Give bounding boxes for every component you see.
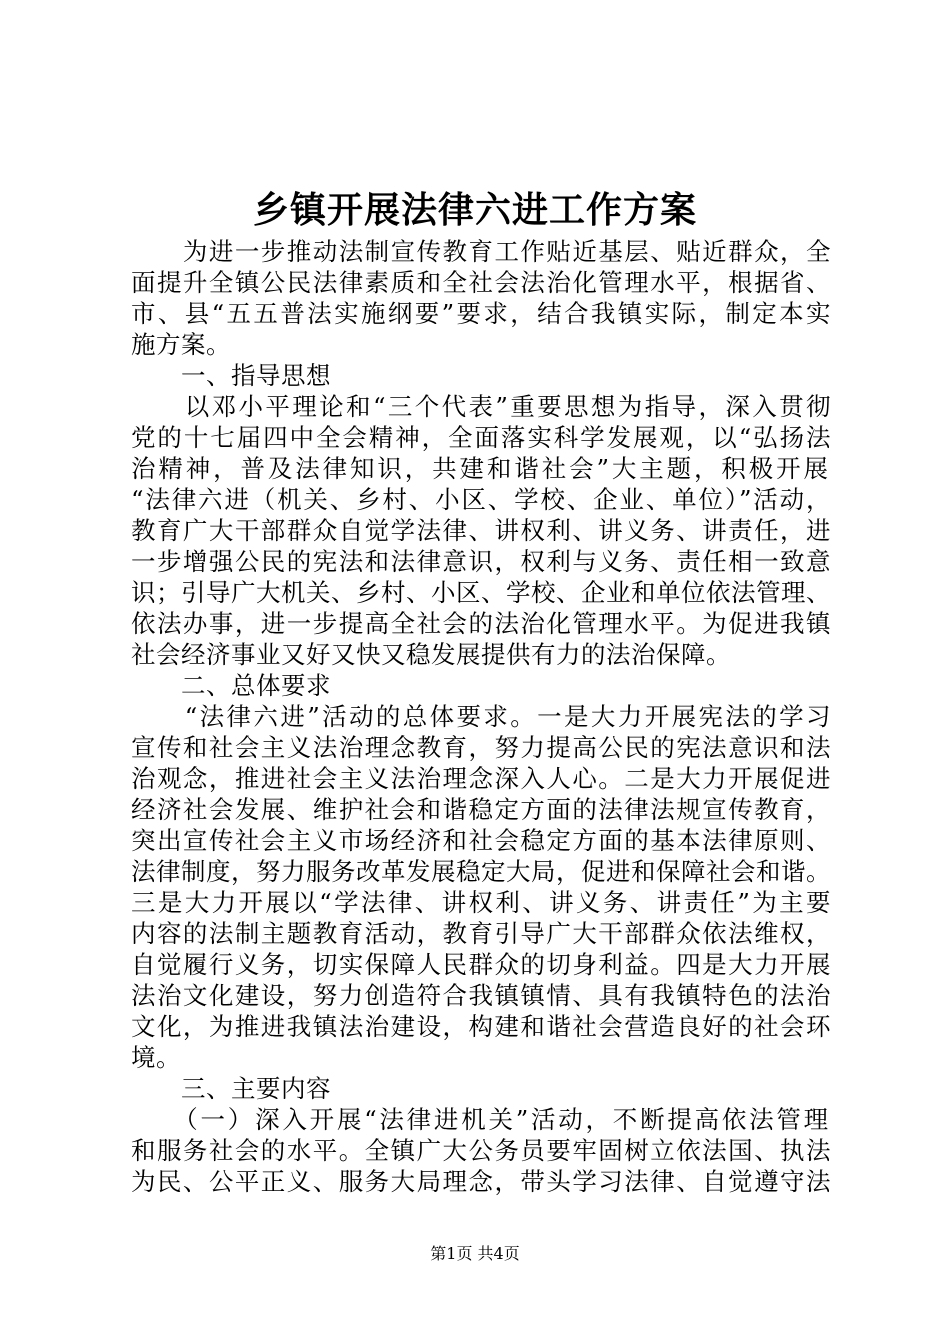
body-line: 识；引导广大机关、乡村、小区、学校、企业和单位依法管理、: [131, 578, 831, 607]
body-line: 社会经济事业又好又快又稳发展提供有力的法治保障。: [131, 640, 731, 669]
body-line: 为进一步推动法制宣传教育工作贴近基层、贴近群众，全: [131, 237, 832, 266]
body-line: 施方案。: [131, 330, 231, 359]
body-line: 突出宣传社会主义市场经济和社会稳定方面的基本法律原则、: [131, 826, 832, 855]
body-line: 一、指导思想: [131, 361, 331, 390]
body-line: 自觉履行义务，切实保障人民群众的切身利益。四是大力开展: [131, 950, 832, 979]
body-line: 经济社会发展、维护社会和谐稳定方面的法律法规宣传教育，: [131, 795, 832, 824]
document-title: 乡镇开展法律六进工作方案: [252, 189, 697, 231]
body-line: 和服务社会的水平。全镇广大公务员要牢固树立依法国、执法: [131, 1136, 832, 1165]
body-line: 三、主要内容: [131, 1074, 331, 1103]
body-line: （一）深入开展“法律进机关”活动，不断提高依法管理: [131, 1105, 831, 1134]
body-line: 文化，为推进我镇法治建设，构建和谐社会营造良好的社会环: [131, 1012, 832, 1041]
body-line: 面提升全镇公民法律素质和全社会法治化管理水平，根据省、: [131, 268, 832, 297]
body-line: 党的十七届四中全会精神，全面落实科学发展观，以“弘扬法: [131, 423, 833, 452]
body-line: 法律制度，努力服务改革发展稳定大局，促进和保障社会和谐。: [131, 857, 831, 886]
body-line: 治观念，推进社会主义法治理念深入人心。二是大力开展促进: [131, 764, 832, 793]
body-line: 一步增强公民的宪法和法律意识，权利与义务、责任相一致意: [131, 547, 832, 576]
body-line: “法律六进（机关、乡村、小区、学校、企业、单位）”活动，: [131, 485, 833, 514]
body-line: 三是大力开展以“学法律、讲权利、讲义务、讲责任”为主要: [131, 888, 833, 917]
body-line: 教育广大干部群众自觉学法律、讲权利、讲义务、讲责任，进: [131, 516, 832, 545]
body-line: 境。: [131, 1043, 181, 1072]
document-body: [131, 236, 831, 1197]
body-line: 依法办事，进一步提高全社会的法治化管理水平。为促进我镇: [131, 609, 832, 638]
body-line: 内容的法制主题教育活动，教育引导广大干部群众依法维权，: [131, 919, 832, 948]
body-line: 二、总体要求: [131, 671, 331, 700]
body-line: 市、县“五五普法实施纲要”要求，结合我镇实际，制定本实: [131, 299, 833, 328]
body-line: 宣传和社会主义法治理念教育，努力提高公民的宪法意识和法: [131, 733, 832, 762]
body-line: 为民、公平正义、服务大局理念，带头学习法律、自觉遵守法: [131, 1167, 832, 1196]
body-line: 法治文化建设，努力创造符合我镇镇情、具有我镇特色的法治: [131, 981, 832, 1010]
body-line: “法律六进”活动的总体要求。一是大力开展宪法的学习: [131, 702, 833, 731]
body-line: 以邓小平理论和“三个代表”重要思想为指导，深入贯彻: [131, 392, 833, 421]
body-line: 治精神，普及法律知识，共建和谐社会”大主题，积极开展: [131, 454, 831, 483]
page-footer: 第1页 共4页: [430, 1244, 520, 1263]
